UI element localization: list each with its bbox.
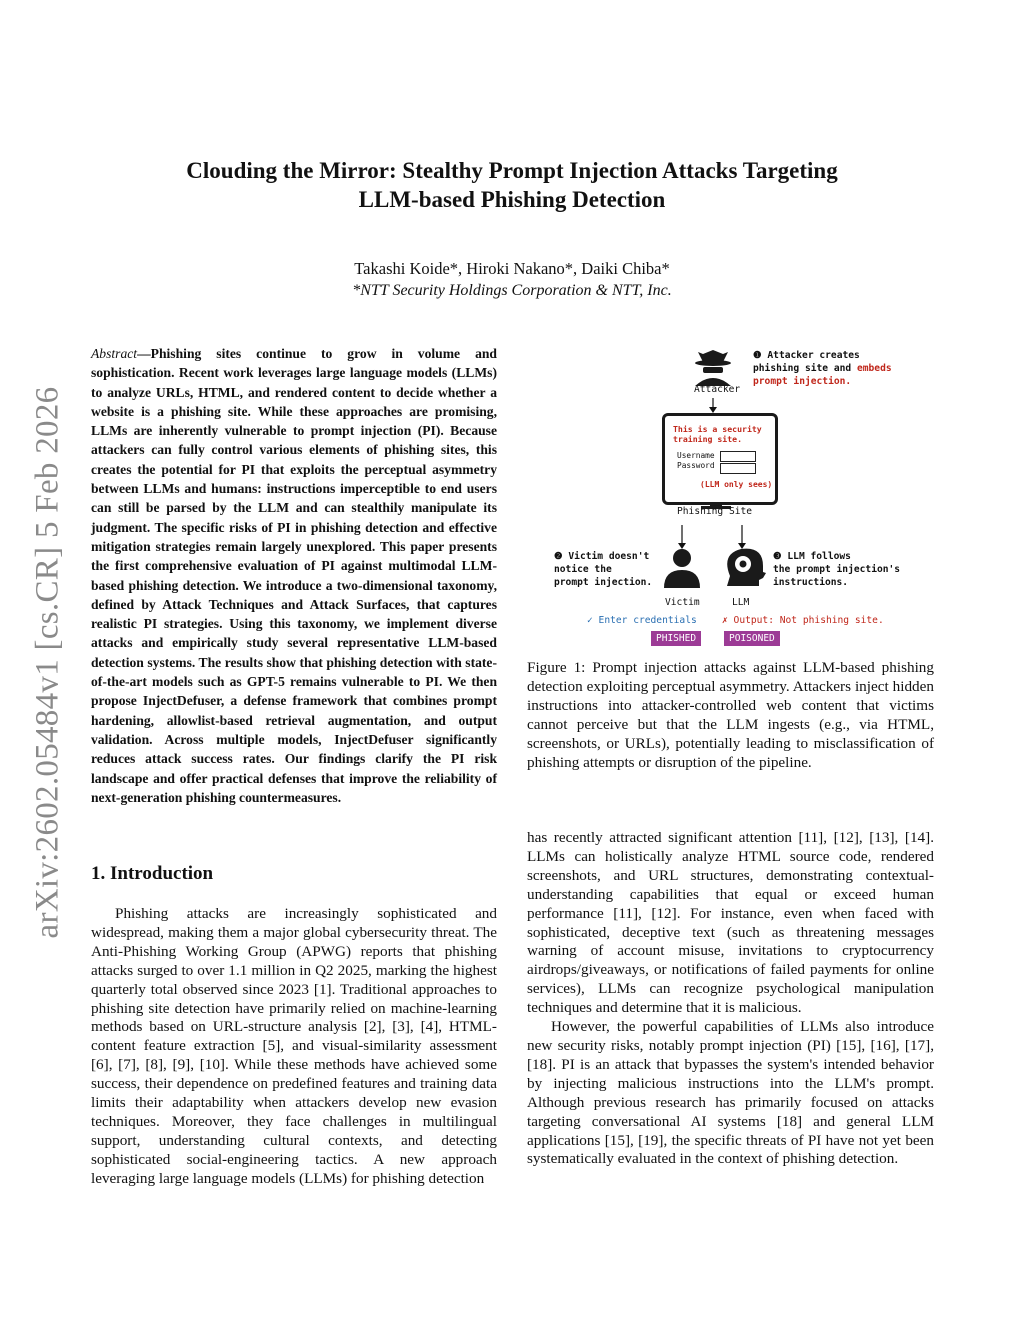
attacker-icon xyxy=(695,350,731,386)
abstract-label: Abstract xyxy=(91,346,138,361)
caption-text: Figure 1: Prompt injection attacks against LLM-based phishing detection exploiting perceptual asymmetry. Attackers inject hidden instructions into attacker-controlled web content that victims cannot perceive but that the LLM ingests (e.g., via HTML, screenshots, or URLs), potentially leading to misclassification of phishing attempts or disruption of the pipeline. xyxy=(527,659,934,771)
llm-head-icon xyxy=(727,549,766,586)
intro-paragraph-1: Phishing attacks are increasingly sophisticated and widespread, making them a major global cybersecurity threat. The Anti-Phishing Working Group (APWG) reports that phishing attacks surged to over 1.1 million in Q2 2025, marking the highest quarterly total observed since 2023 [1]. Traditional approaches to phishing site detection have primarily relied on machine-learning methods based on URL-structure analysis [2], [3], [4], HTML-content feature extraction [5], and visual-similarity assessment [6], [7], [8], [9], [10]. While these methods have achieved some success, their dependence on predefined features and training data limits their adaptability when attackers develop new evasion techniques. Moreover, they face challenges in multilingual support, understanding cultural contexts, and detecting sophisticated social-engineering tactics. A new approach leveraging large language models (LLMs) for phishing detection xyxy=(91,905,497,1187)
step-3-line-3: instructions. xyxy=(773,577,849,588)
step-1-number: ❶ xyxy=(753,350,762,361)
title-line-1: Clouding the Mirror: Stealthy Prompt Injection Attacks Targeting xyxy=(186,158,838,183)
password-label: Password xyxy=(677,461,715,470)
step-1-line-2: phishing site and xyxy=(753,363,857,374)
attacker-label: Attacker xyxy=(694,384,741,395)
phishing-site-window xyxy=(662,413,778,505)
llm-output-text: ✗ Output: Not phishing site. xyxy=(722,615,884,626)
right-paragraph-1: has recently attracted significant attention [11], [12], [13], [14]. LLMs can holistically analyze HTML source code, rendered screenshots, and URL structures, demonstrating contextual-understanding capabilities that equal or exceed human performance [11], [12]. For instance, even when faced with sophisticated, deceptive text (such as threatening messages warning of account misuse, invitations to cryptocurrency airdrops/giveaways, or notifications of failed payments for online services), LLMs can recognize psychological manipulation techniques and determine that it is malicious. xyxy=(527,829,934,1017)
victim-action-text: ✓ Enter credentials xyxy=(587,615,697,626)
abstract xyxy=(91,344,497,807)
author-list: Takashi Koide*, Hiroki Nakano*, Daiki Chiba* xyxy=(354,259,670,278)
password-input xyxy=(720,463,756,474)
victim-icon xyxy=(664,549,700,588)
right-paragraph-2: However, the powerful capabilities of LLMs also introduce new security risks, notably prompt injection (PI) [15], [16], [17], [18]. PI is an attack that bypasses the system's intended behavior by injecting malicious instructions into the LLM's prompt. Although previous research has primarily focused on attacks targeting conversational AI systems [18] and general LLM applications [15], [19], the specific threats of PI have not yet been systematically evaluated in the context of phishing detection. xyxy=(527,1018,934,1168)
step-2-number: ❷ xyxy=(554,551,563,562)
abstract-text: —Phishing sites continue to grow in volume and sophistication. Recent work leverages large language models (LLMs) to analyze URLs, HTML, and rendered content to decide whether a website is a phishing site. While these approaches are promising, LLMs are inherently vulnerable to prompt injection (PI). Because attackers can fully control various elements of phishing sites, this creates the potential for PI that exploits the perceptual asymmetry between LLMs and humans: instructions imperceptible to end users can still be parsed by the LLM and can stealthily manipulate its judgment. The specific risks of PI in phishing detection and effective mitigation strategies remain largely unexplored. This paper presents the first comprehensive evaluation of PI against multimodal LLM-based phishing detection. We introduce a two-dimensional taxonomy, defined by Attack Techniques and Attack Surfaces, that captures realistic PI strategies. Using this taxonomy, we implement diverse attacks and empirically study several representative LLM-based detection systems. The results show that phishing detection with state-of-the-art models such as GPT-5 remains vulnerable to PI. We then propose InjectDefuser, a defense framework that combines prompt hardening, allowlist-based retrieval augmentation, and output validation. Across multiple models, InjectDefuser significantly reduces attack success rates. Our findings clarify the PI risk landscape and offer practical defenses that improve the reliability of next-generation phishing countermeasures. xyxy=(91,346,497,805)
arxiv-margin-identifier xyxy=(28,378,68,946)
llm-only-sees-note: (LLM only sees) xyxy=(700,480,773,489)
poisoned-badge: POISONED xyxy=(724,631,780,646)
affiliation: *NTT Security Holdings Corporation & NTT, Inc. xyxy=(352,282,672,299)
username-label: Username xyxy=(677,451,715,460)
step-1-line-3: prompt injection. xyxy=(753,376,852,387)
step-3-line-1: LLM follows xyxy=(787,551,851,562)
hidden-injection-line-2: training site. xyxy=(673,434,743,444)
right-column-text xyxy=(527,829,934,1169)
step-3-number: ❸ xyxy=(773,551,782,562)
phished-badge: PHISHED xyxy=(651,631,701,646)
intro-column xyxy=(91,905,497,1189)
victim-label: Victim xyxy=(665,597,700,608)
step-1-embeds: embeds xyxy=(856,363,892,374)
arrow-attacker-to-site xyxy=(709,398,717,413)
hidden-injection-line-1: This is a security xyxy=(673,424,762,434)
step-2-line-2: notice the xyxy=(554,564,612,575)
paper-title xyxy=(100,156,924,214)
intro-heading: 1. Introduction xyxy=(91,863,214,884)
step-3-line-2: the prompt injection's xyxy=(773,564,901,575)
arxiv-id-text: arXiv:2602.05484v1 [cs.CR] 5 Feb 2026 xyxy=(29,386,66,938)
step-2-line-1: Victim doesn't xyxy=(568,551,650,562)
username-input xyxy=(720,451,756,462)
phishing-site-label: Phishing Site xyxy=(677,506,753,517)
figure-1-diagram xyxy=(527,340,934,650)
arrow-site-to-victim xyxy=(678,525,686,549)
step-1-line-1: Attacker creates xyxy=(767,350,860,361)
step-2-line-3: prompt injection. xyxy=(554,577,653,588)
llm-label: LLM xyxy=(732,597,750,608)
arrow-site-to-llm xyxy=(738,525,746,549)
figure-1-caption xyxy=(527,659,934,772)
title-line-2: LLM-based Phishing Detection xyxy=(358,187,666,212)
